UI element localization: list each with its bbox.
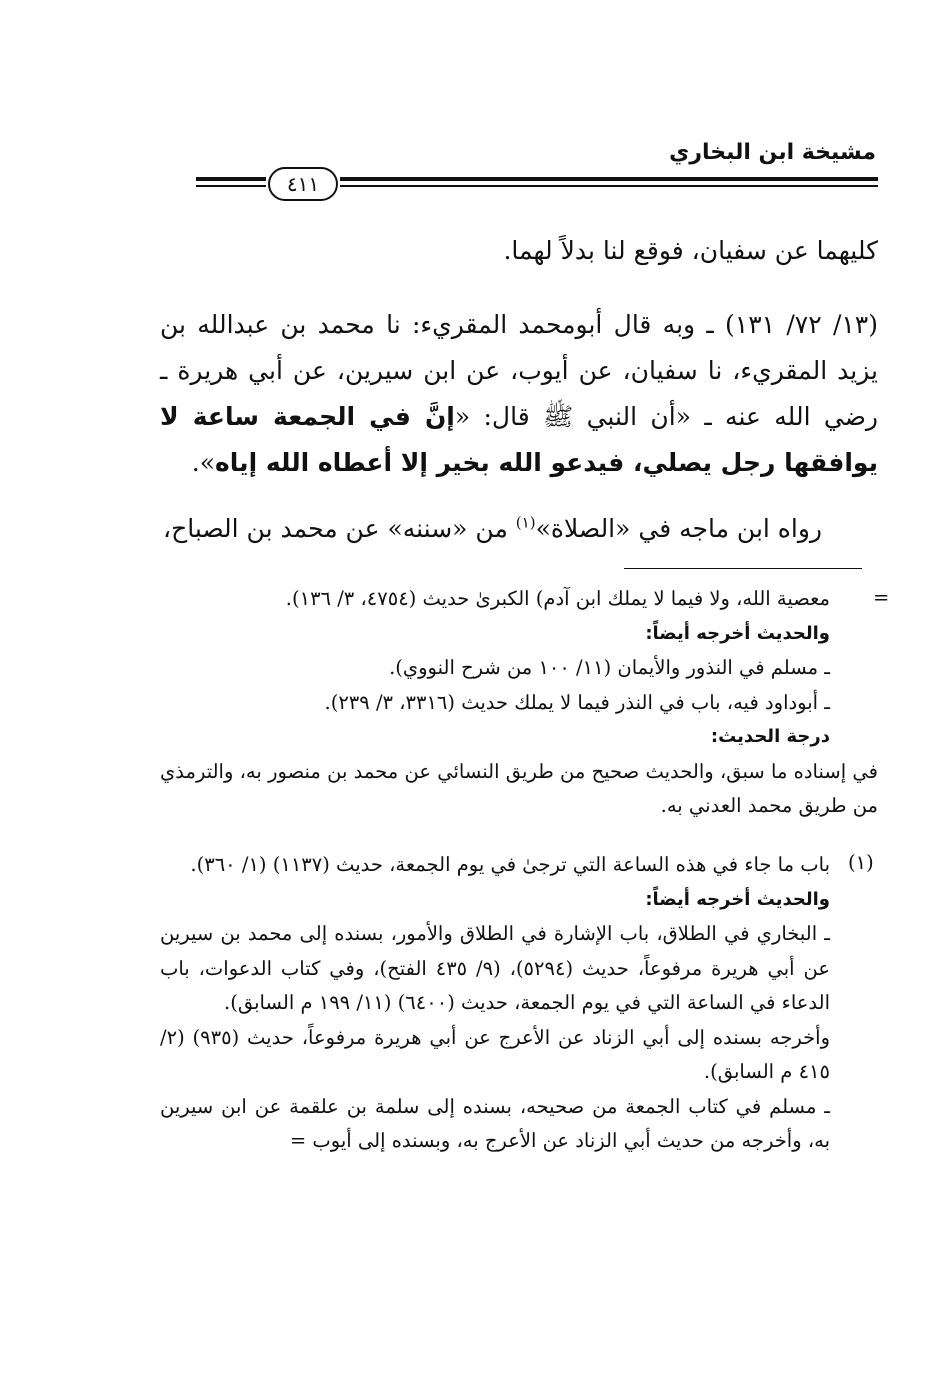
running-title: مشيخة ابن البخاري [669, 140, 876, 165]
footnote-cont-line-2: ـ مسلم في النذور والأيمان (١١/ ١٠٠ من شرح النووي). [389, 656, 830, 679]
footnote-continuation-marker: = [873, 586, 890, 609]
header-rule-right [340, 177, 878, 191]
hadith-text [160, 302, 878, 486]
footnote-heading-grade: درجة الحديث: [710, 726, 830, 747]
footnote-1 [160, 848, 830, 1159]
hadith-isnad: (١٣/ ٧٢/ ١٣١) ـ وبه قال أبومحمد المقريء: نا محمد بن عبدالله بن يزيد المقريء، نا سفيان، عن أيوب، عن ابن سيرين، عن أبي هريرة ـ رضي الله عنه ـ «أن النبي ﷺ قال: « [160, 310, 879, 431]
hadith-end: ». [191, 448, 216, 477]
page-number: ٤١١ [268, 167, 338, 201]
footnote-cont-line-4: في إسناده ما سبق، والحديث صحيح من طريق النسائي عن محمد بن منصور به، والترمذي من طريق محمد العدني به. [160, 759, 878, 817]
footnote-1-line-a: باب ما جاء في هذه الساعة التي ترجىٰ في يوم الجمعة، حديث (١١٣٧) (١/ ٣٦٠). [190, 853, 830, 876]
narration-rest: من «سننه» عن محمد بن الصباح، [163, 514, 516, 543]
footnote-divider [624, 568, 862, 569]
main-paragraph-1: كليهما عن سفيان، فوقع لنا بدلاً لهما. [503, 236, 878, 265]
narration-paragraph [160, 506, 878, 552]
footnote-heading-also: والحديث أخرجه أيضاً: [645, 622, 830, 644]
narration-source: رواه ابن ماجه في «الصلاة» [535, 514, 822, 543]
footnote-cont-line-3: ـ أبوداود فيه، باب في النذر فيما لا يملك حديث (٣٣١٦، ٣/ ٢٣٩). [324, 690, 830, 714]
hadith-matn: إنَّ في الجمعة ساعة لا يوافقها رجل يصلي، فيدعو الله بخير إلا أعطاه الله إياه [160, 402, 878, 477]
narration-text [160, 506, 878, 552]
footnote-1-line-d: ـ مسلم في كتاب الجمعة من صحيحه، بسنده إلى سلمة بن علقمة عن ابن سيرين به، وأخرجه من حديث أبي الزناد عن الأعرج به، وبسنده إلى أيوب = [160, 1094, 830, 1152]
footnote-1-marker: (١) [848, 851, 874, 874]
footnote-1-line-c: وأخرجه بسنده إلى أبي الزناد عن الأعرج عن أبي هريرة مرفوعاً، حديث (٩٣٥) (٢/ ٤١٥ م السابق). [160, 1025, 830, 1083]
footnote-1-heading: والحديث أخرجه أيضاً: [645, 888, 830, 910]
header-rule-left [196, 177, 266, 191]
main-text [160, 228, 878, 274]
footnote-cont-line-1: معصية الله، ولا فيما لا يملك ابن آدم) الكبرىٰ حديث (٤٧٥٤، ٣/ ١٣٦). [285, 587, 830, 610]
footnote-ref-1: (١) [515, 513, 536, 532]
footnote-1-line-b: ـ البخاري في الطلاق، باب الإشارة في الطلاق والأمور، بسنده إلى محمد بن سيرين عن أبي هريرة مرفوعاً، حديث (٥٢٩٤)، (٩/ ٤٣٥ الفتح)، وفي كتاب الدعوات، باب الدعاء في الساعة التي في يوم الجمعة، حديث (٦٤٠٠) (١١/ ١٩٩ م السابق). [160, 922, 830, 1014]
hadith-paragraph [160, 302, 878, 486]
footnote-continuation [160, 582, 878, 824]
